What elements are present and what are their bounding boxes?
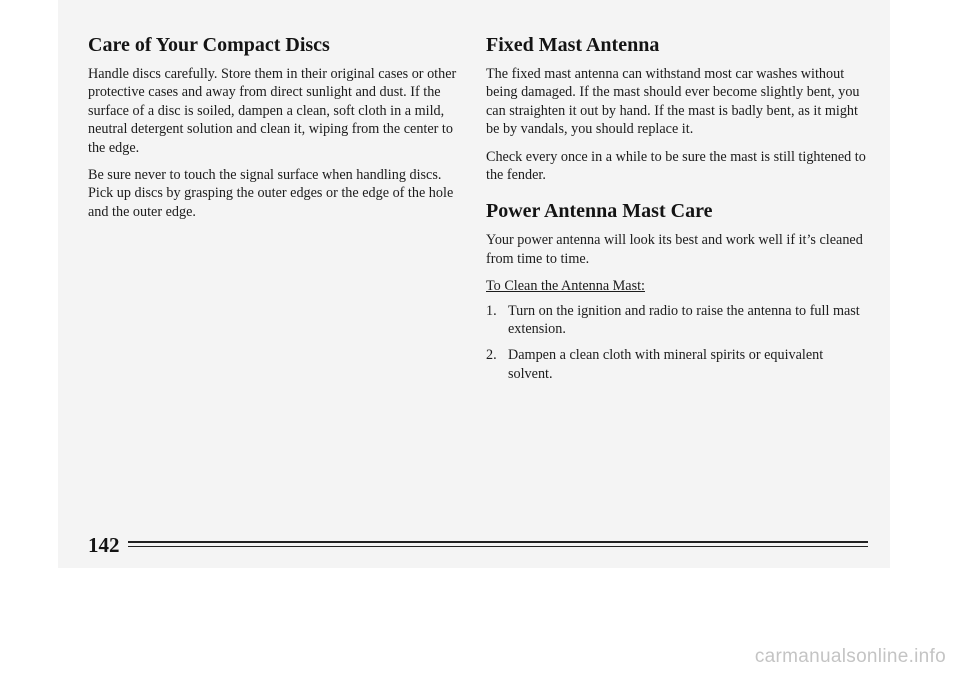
watermark: carmanualsonline.info [754,646,946,667]
heading-power-antenna-mast-care: Power Antenna Mast Care [486,200,713,223]
step-number: 1. [486,302,497,319]
page-footer [88,532,868,558]
heading-fixed-mast-antenna: Fixed Mast Antenna [486,34,660,56]
list-item [486,302,866,339]
left-column [88,32,463,230]
step-number: 2. [486,347,497,364]
page-number: 142 [88,533,120,557]
paragraph: Your power antenna will look its best and work well if it’s cleaned from time to time. [486,232,863,267]
step-text: Dampen a clean cloth with mineral spirits or equivalent solvent. [508,347,824,382]
paragraph: Be sure never to touch the signal surface when handling discs. Pick up discs by grasping the outer edges or the edge of the hole and the outer edge. [88,167,454,220]
footer-rule [128,541,868,543]
footer-rule [128,546,868,547]
heading-compact-discs: Care of Your Compact Discs [88,34,330,56]
right-column [486,32,866,391]
subheading-clean-mast: To Clean the Antenna Mast: [486,278,645,295]
step-text: Turn on the ignition and radio to raise the antenna to full mast extension. [508,302,860,338]
manual-page [58,0,890,568]
paragraph: Handle discs carefully. Store them in their original cases or other protective cases and away from direct sunlight and dust. If the surface of a disc is soiled, dampen a clean, soft cloth in a mild, neutral detergent solution and clean it, wiping from the center to the edge. [88,66,457,156]
steps-list [486,302,866,384]
paragraph: The fixed mast antenna can withstand most car washes without being damaged. If the mast should ever become slightly bent, you can straighten it out by hand. If the mast is badly bent, as it might be by vandals, you should replace it. [486,66,860,138]
paragraph: Check every once in a while to be sure the mast is still tightened to the fender. [486,148,866,184]
list-item [486,346,866,383]
